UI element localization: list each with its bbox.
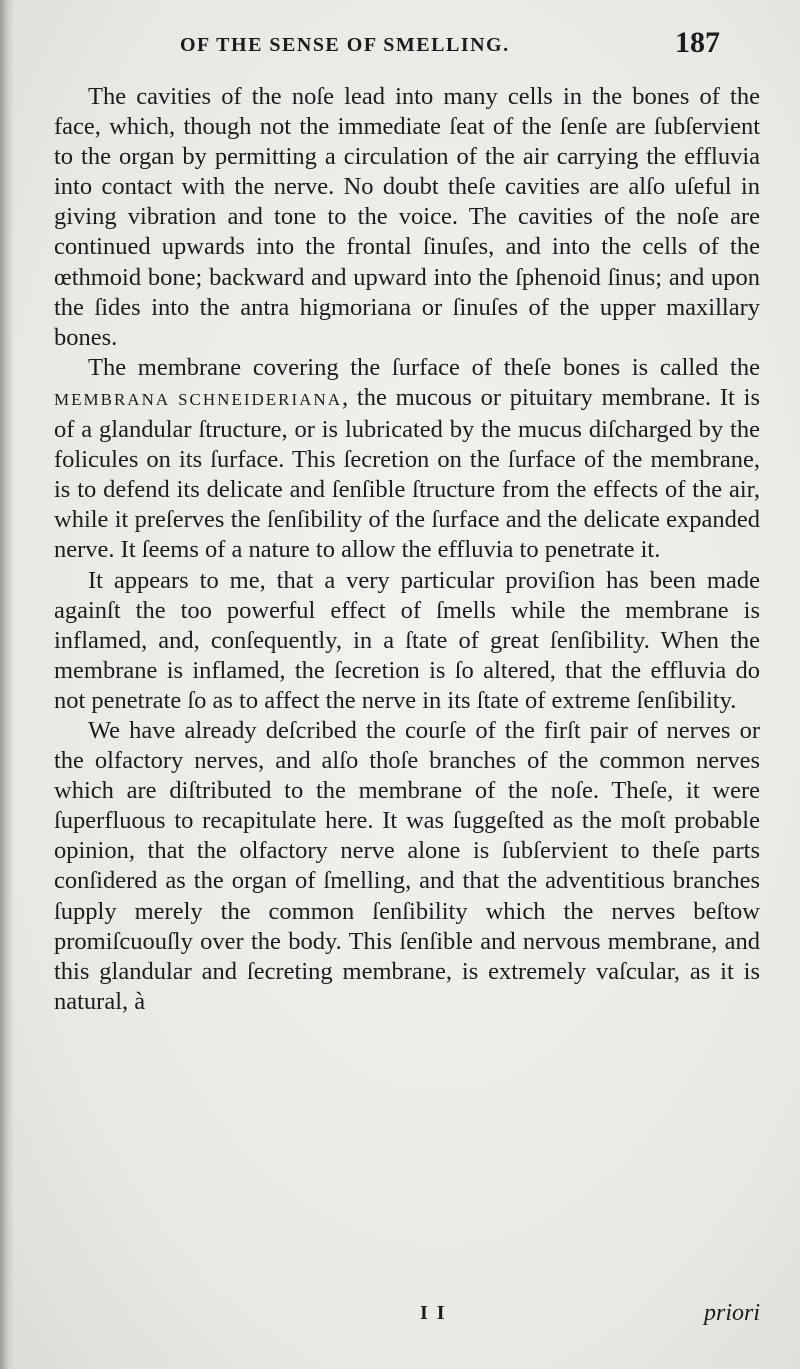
running-title: OF THE SENSE OF SMELLING. [180, 34, 510, 56]
paragraph-2-rest: , the mucous or pituitary membrane. It is of a glandular ſtructure, or is lubricated by the mucus diſcharged by the folicules on its ſurface. This ſecretion on the ſurface of the membrane, is to defend its delicate and ſenſible ſtructure from the effects of the air, while it preſerves the ſenſibility of the ſurface and the delicate expanded nerve. It ſeems of a nature to allow the effluvia to penetrate it. [54, 383, 760, 564]
paragraph-2 [54, 353, 760, 566]
page-gutter-shadow [0, 0, 14, 1369]
paragraph-4: We have already deſcribed the courſe of the firſt pair of nerves or the olfactory nerves, and alſo thoſe branches of the common nerves which are diſtributed to the membrane of the noſe. Theſe, it were ſuperfluous to recapitulate here. It was ſuggeſted as the moſt probable opinion, that the olfactory nerve alone is ſubſervient to theſe parts conſidered as the organ of ſmelling, and that the adventitious branches ſupply merely the common ſenſibility which the nerves beſtow promiſcuouſly over the body. This ſenſible and nervous membrane, and this glandular and ſecreting membrane, is extremely vaſcular, as it is natural, à [54, 716, 760, 1015]
term-membrana-schneideriana: MEMBRANA SCHNEIDERIANA [54, 389, 342, 409]
page-number: 187 [675, 26, 720, 59]
paragraph-1: The cavities of the noſe lead into many cells in the bones of the face, which, though not the immediate ſeat of the ſenſe are ſubſervient to the organ by permitting a circulation of the air carrying the effluvia into contact with the nerve. No doubt theſe cavities are alſo uſeful in giving vibration and tone to the voice. The cavities of the noſe are continued upwards into the frontal ſinuſes, and into the cells of the œthmoid bone; backward and upward into the ſphenoid ſinus; and upon the ſides into the antra higmoriana or ſinuſes of the upper maxillary bones. [54, 83, 760, 351]
page-footer [0, 1300, 800, 1340]
catchword: priori [703, 1300, 760, 1326]
paragraph-2-lead: The membrane covering the ſurface of theſe bones is called the [88, 353, 760, 381]
paragraph-3: It appears to me, that a very particular proviſion has been made againſt the too powerful effect of ſmells while the membrane is inflamed, and, conſequently, in a ſtate of great ſenſibility. When the membrane is inflamed, the ſecretion is ſo altered, that the effluvia do not penetrate ſo as to affect the nerve in its ſtate of extreme ſenſibility. [54, 566, 760, 714]
page-header [180, 26, 740, 66]
signature-mark: I I [420, 1302, 447, 1324]
body-text [54, 82, 760, 1017]
